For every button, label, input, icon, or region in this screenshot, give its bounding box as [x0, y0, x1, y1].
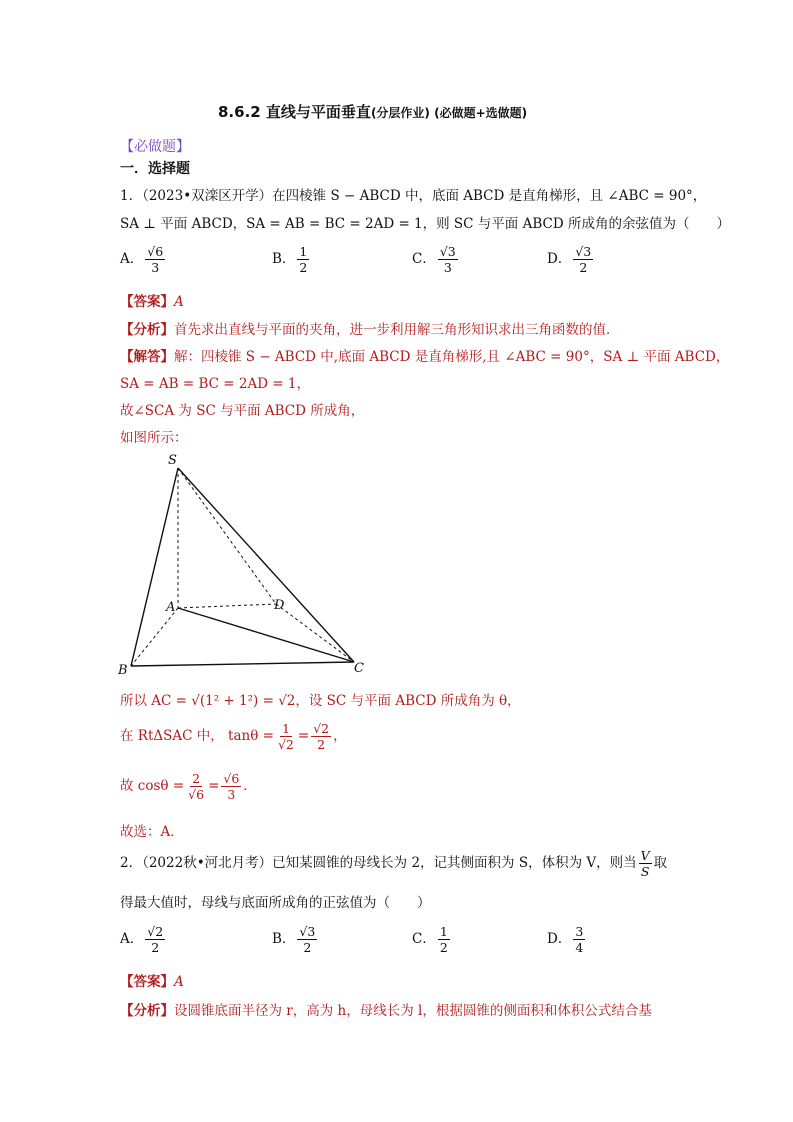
- q1-line-tan: 在 RtΔSAC 中， tanθ = $\frac{1}{√2}$ = $\frac{√2}{2}$ ，: [120, 721, 347, 752]
- q1-analysis: 【分析】首先求出直线与平面的夹角，进一步利用解三角形知识求出三角函数的值．: [120, 322, 620, 338]
- title-main: 8.6.2 直线与平面垂直: [218, 103, 371, 121]
- q1-solution-line3: 故∠SCA 为 SC 与平面 ABCD 所成角，: [120, 403, 365, 419]
- q1-solution-line2: SA = AB = BC = 2AD = 1，: [120, 376, 310, 392]
- q2-option-b: B． $\frac{√3}{2}$: [272, 924, 316, 955]
- q2-option-a: A． $\frac{√2}{2}$: [120, 924, 164, 955]
- q2-option-d: D． $\frac{3}{4}$: [547, 924, 584, 955]
- q1-option-a: A． $\frac{√6}{3}$: [120, 244, 164, 275]
- subsection-heading: 一．选择题: [120, 161, 190, 177]
- label-a: A: [166, 600, 176, 615]
- q2-stem-line2: 得最大值时，母线与底面所成角的正弦值为（ ）: [120, 895, 431, 911]
- edge-dc: [276, 604, 354, 662]
- pyramid-figure: [110, 448, 380, 678]
- title-sub: (分层作业) (必做题+选做题): [370, 106, 528, 120]
- q1-stem-line1: 1．（2023•双滦区开学）在四棱锥 S − ABCD 中，底面 ABCD 是直角梯形，且 ∠ABC = 90°，: [120, 188, 707, 204]
- edge-sd: [178, 468, 276, 604]
- q1-answer: 【答案】A: [120, 294, 184, 310]
- label-b: B: [118, 663, 128, 678]
- q1-option-c: C． $\frac{√3}{3}$: [412, 244, 456, 275]
- q2-stem-line1: 2．（2022秋•河北月考）已知某圆锥的母线长为 2，记其侧面积为 S，体积为 V，则当 $\frac{V}{S}$ 取: [120, 848, 668, 879]
- edge-bc: [131, 662, 354, 666]
- q1-option-d: D． $\frac{√3}{2}$: [547, 244, 592, 275]
- q2-option-c: C． $\frac{1}{2}$: [412, 924, 448, 955]
- q1-line-ac: 所以 AC = √(1² + 1²) = √2，设 SC 与平面 ABCD 所成角为 θ，: [120, 693, 521, 709]
- q1-stem-line2: SA ⊥ 平面 ABCD，SA = AB = BC = 2AD = 1，则 SC 与平面 ABCD 所成角的余弦值为（ ）: [120, 216, 730, 232]
- q1-line-cos: 故 cosθ = $\frac{2}{√6}$ = $\frac{√6}{3}$ ．: [120, 771, 257, 802]
- q1-option-b: B． $\frac{1}{2}$: [272, 244, 308, 275]
- section-tag: 【必做题】: [120, 139, 190, 155]
- edge-ac: [178, 608, 354, 662]
- edge-ad: [178, 604, 276, 608]
- q1-choose: 故选：A．: [120, 824, 184, 840]
- q1-solution-line4: 如图所示：: [120, 430, 188, 446]
- q1-solution-line1: 【解答】解：四棱锥 S − ABCD 中,底面 ABCD 是直角梯形,且 ∠ABC = 90°，SA ⊥ 平面 ABCD，: [120, 349, 730, 365]
- label-d: D: [274, 598, 285, 613]
- label-c: C: [354, 661, 364, 676]
- label-s: S: [168, 453, 177, 468]
- q2-analysis: 【分析】设圆锥底面半径为 r，高为 h，母线长为 l，根据圆锥的侧面积和体积公式结合基: [120, 1003, 652, 1019]
- page-title: [218, 101, 527, 122]
- q2-answer: 【答案】A: [120, 974, 184, 990]
- edge-sc: [178, 468, 354, 662]
